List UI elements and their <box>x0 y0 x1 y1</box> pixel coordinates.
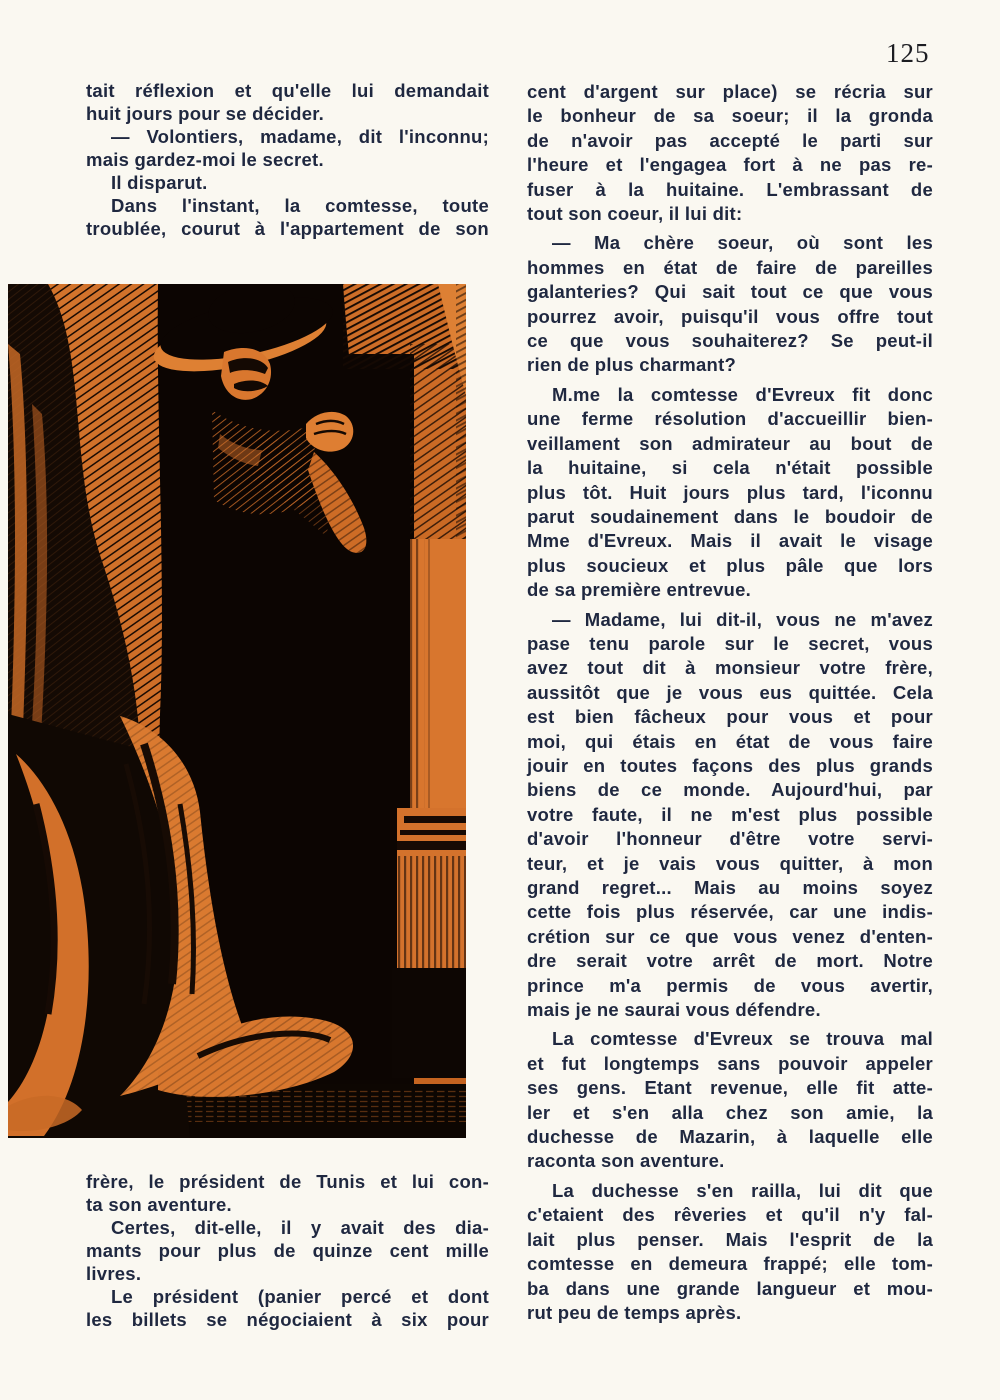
text-line: Le président (panier percé et dont <box>111 1286 489 1307</box>
column-left-top <box>86 79 489 240</box>
text-line: aussitôt que je vous eus quittée. Cela <box>527 681 933 703</box>
text-line: tait réflexion et qu'elle lui demandait <box>86 80 489 101</box>
paragraph <box>527 608 933 1023</box>
text-line: frère, le président de Tunis et lui con- <box>86 1171 489 1192</box>
text-line: rien de plus charmant? <box>527 354 737 376</box>
text-line: pourrez avoir, puisqu'il vous offre tout <box>527 305 933 327</box>
text-line: M.me la comtesse d'Evreux fit donc <box>552 383 933 405</box>
text-line: de n'avoir pas accepté le parti sur <box>527 129 933 151</box>
text-line: teur, et je vais vous quitter, à mon <box>527 852 933 874</box>
text-line: duchesse de Mazarin, à laquelle elle <box>527 1126 933 1148</box>
text-line: la huitaine, si cela n'était possible <box>527 457 933 479</box>
text-line: — Ma chère soeur, où sont les <box>552 232 933 254</box>
paragraph <box>86 171 489 194</box>
text-line: veillament son admirateur au bout de <box>527 432 933 454</box>
text-line: cent d'argent sur place) se récria sur <box>527 81 933 102</box>
text-line: huit jours pour se décider. <box>86 103 325 124</box>
text-line: parut soudainement dans le boudoir de <box>527 505 933 527</box>
text-line: est bien fâcheux pour vous et pour <box>527 706 933 728</box>
text-line: cette fois plus réservée, car une indis- <box>527 901 933 923</box>
text-line: La duchesse s'en railla, lui dit que <box>552 1179 933 1201</box>
column-right <box>527 80 933 1325</box>
text-line: livres. <box>86 1263 142 1284</box>
text-line: d'avoir l'honneur d'être votre servi- <box>527 828 933 850</box>
text-line: l'heure et l'engagea fort à ne pas re- <box>527 154 933 176</box>
text-line: prince m'a permis de vous avertir, <box>527 974 933 996</box>
text-line: ce que vous souhaiterez? Se peut-il <box>527 330 933 352</box>
text-line: pase tenu parole sur le secret, vous <box>527 632 933 654</box>
paragraph <box>527 383 933 603</box>
text-line: dre serait votre arrêt de mort. Notre <box>527 950 933 972</box>
text-line: mais je ne saurai vous défendre. <box>527 999 821 1021</box>
text-line: une ferme résolution d'accueillir bien- <box>527 408 933 430</box>
paragraph <box>86 1285 489 1331</box>
text-line: lait plus penser. Mais l'esprit de la <box>527 1228 933 1250</box>
text-line: raconta son aventure. <box>527 1150 725 1172</box>
paragraph <box>86 79 489 125</box>
text-line: fuser à la huitaine. L'embrassant de <box>527 178 933 200</box>
text-line: le bonheur de sa soeur; il la gronda <box>527 105 933 127</box>
text-line: votre faute, il ne m'est plus possible <box>527 803 933 825</box>
paragraph <box>86 1170 489 1216</box>
paragraph <box>86 125 489 171</box>
text-line: troublée, courut à l'appartement de son <box>86 218 489 239</box>
text-line: avez tout dit à monsieur votre frère, <box>527 657 933 679</box>
text-line: de sa première entrevue. <box>527 579 751 601</box>
text-line: — Volontiers, madame, dit l'inconnu; <box>111 126 489 147</box>
paragraph <box>527 1027 933 1173</box>
column-left-bottom <box>86 1170 489 1331</box>
text-line: crétion sur ce que vous venez d'enten- <box>527 925 933 947</box>
text-line: rut peu de temps après. <box>527 1301 742 1323</box>
text-line: ler et s'en alla chez son amie, la <box>527 1101 933 1123</box>
text-line: plus tôt. Huit jours plus tard, l'iconnu <box>527 481 933 503</box>
text-line: — Madame, lui dit-il, vous ne m'avez <box>552 608 933 630</box>
text-line: ta son aventure. <box>86 1194 232 1215</box>
text-line: comtesse en demeura frappé; elle tom- <box>527 1253 933 1275</box>
text-line: mais gardez-moi le secret. <box>86 149 324 170</box>
text-line: Mme d'Evreux. Mais il avait le visage <box>527 530 933 552</box>
text-line: ses gens. Etant revenue, elle fit atte- <box>527 1077 933 1099</box>
text-line: tout son coeur, il lui dit: <box>527 203 743 225</box>
illustration <box>8 284 466 1138</box>
text-line: La comtesse d'Evreux se trouva mal <box>552 1028 933 1050</box>
text-line: biens de ce monde. Aujourd'hui, par <box>527 779 933 801</box>
text-line: jouir en toutes façons des plus grands <box>527 754 933 776</box>
text-line: mants pour plus de quinze cent mille <box>86 1240 489 1261</box>
text-line: moi, qui étais en état de vous faire <box>527 730 933 752</box>
text-line: ba dans une grande langueur et mou- <box>527 1277 933 1299</box>
text-line: Dans l'instant, la comtesse, toute <box>111 195 489 216</box>
text-line: Il disparut. <box>111 172 208 193</box>
paragraph <box>86 194 489 240</box>
text-line: galanteries? Qui sait tout ce que vous <box>527 281 933 303</box>
text-line: hommes en état de faire de pareilles <box>527 256 933 278</box>
text-line: les billets se négociaient à six pour <box>86 1309 489 1330</box>
page-number: 125 <box>886 38 930 68</box>
paragraph <box>527 1179 933 1325</box>
paragraph <box>527 231 933 377</box>
text-line: et fut longtemps sans pouvoir appeler <box>527 1052 933 1074</box>
text-line: plus soucieux et plus pâle que lors <box>527 554 933 576</box>
paragraph <box>86 1216 489 1285</box>
text-line: c'etaient des rêveries et qu'il n'y fal- <box>527 1204 933 1226</box>
text-line: grand regret... Mais au moins soyez <box>527 877 933 898</box>
text-line: Certes, dit-elle, il y avait des dia- <box>111 1217 489 1238</box>
paragraph <box>527 80 933 226</box>
